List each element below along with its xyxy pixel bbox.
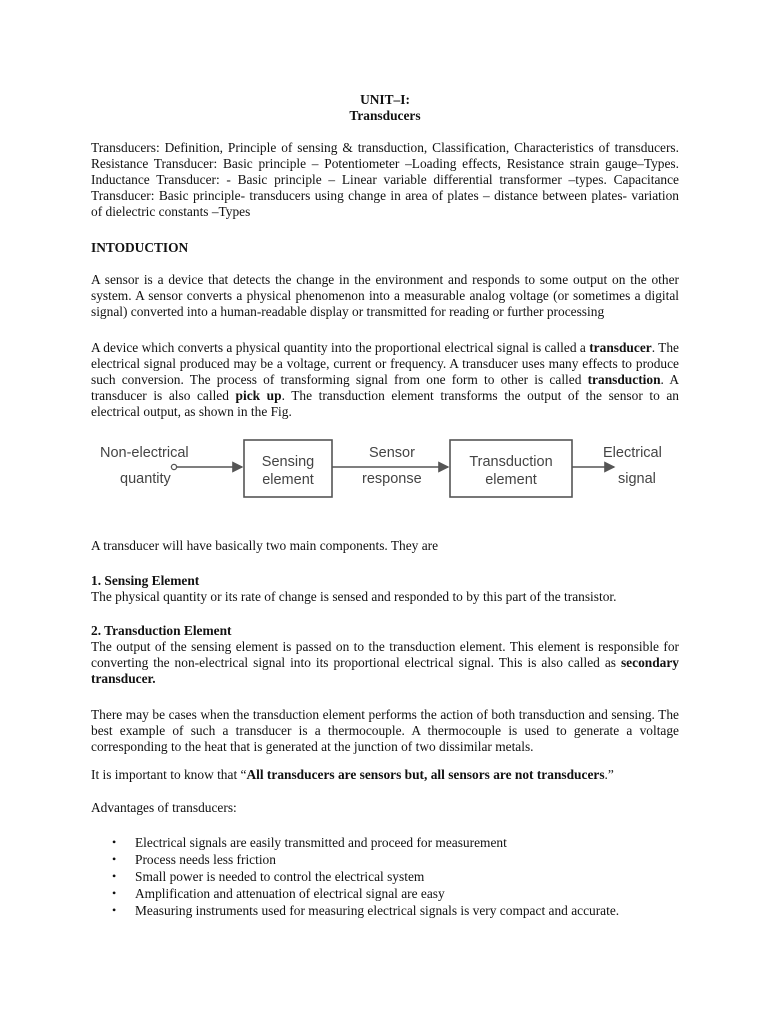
key-statement: All transducers are sensors but, all sensors are not transducers: [246, 767, 605, 782]
mid-label-line1: Sensor: [369, 445, 415, 461]
mid-label-line2: response: [362, 471, 422, 487]
list-item-text: Measuring instruments used for measuring electrical signals is very compact and accurate.: [135, 903, 620, 918]
unit-label: UNIT–I:: [360, 92, 410, 107]
input-terminal: [171, 464, 176, 469]
text-span: . The electrical signal produced may be a voltage, current or frequency. A transducer uses many effects to produce such conversion. The process of transforming signal from one form to other is called: [91, 340, 679, 387]
text-span: The output of the sensing element is passed on to the transduction element. This element is responsible for converting the non-electrical signal into its proportional electrical signal. This is also called as: [91, 639, 679, 670]
sensing-element-text: The physical quantity or its rate of change is sensed and responded to by this part of the transistor.: [91, 589, 617, 604]
page-title: Transducers: [349, 108, 421, 123]
advantages-list: [112, 834, 692, 919]
box1-line2: element: [262, 472, 314, 488]
bullet-icon: •: [112, 903, 117, 917]
transduction-element-label: [450, 453, 572, 489]
output-label-line1: Electrical: [603, 445, 662, 461]
transduction-element-heading: 2. Transduction Element: [91, 623, 232, 638]
list-item-text: Electrical signals are easily transmitted and proceed for measurement: [135, 835, 507, 850]
transducer-definition-paragraph: [91, 340, 679, 420]
thermocouple-paragraph: There may be cases when the transduction element performs the action of both transduction and sensing. The best example of such a transducer is a thermocouple. A thermocouple is used to generate a voltage corresponding to the heat that is generated at the junction of two dissimilar metals.: [91, 707, 679, 754]
transducer-block-diagram: [92, 430, 682, 520]
text-span: It is important to know that “: [91, 767, 247, 782]
box2-line2: element: [485, 472, 537, 488]
list-item-text: Small power is needed to control the electrical system: [135, 869, 425, 884]
sensing-element-heading: 1. Sensing Element: [91, 573, 200, 588]
list-item: [112, 851, 692, 868]
transduction-element-text: [91, 639, 679, 687]
text-span: . The transduction element transforms the output of the sensor to an electrical output, as shown in the Fig.: [91, 388, 679, 419]
list-item: [112, 902, 692, 919]
box1-line1: Sensing: [261, 454, 315, 470]
text-span: A device which converts a physical quantity into the proportional electrical signal is called a: [91, 340, 590, 355]
syllabus-paragraph: Transducers: Definition, Principle of sensing & transduction, Classification, Characteristics of transducers. Resistance Transducer: Basic principle – Potentiometer –Loading effects, Resistance strain gauge–Types. Inductance Transducer: - Basic principle – Linear variable differential transformer –types. Capacitance Transducer: Basic principle- transducers using change in area of plates – distance between plates- variation of dielectric constants –Types: [91, 140, 679, 219]
sensing-element-label: [244, 453, 332, 489]
input-label-line1: Non-electrical: [100, 445, 189, 461]
sensor-definition-paragraph: A sensor is a device that detects the change in the environment and responds to some output on the other system. A sensor converts a physical phenomenon into a measurable analog voltage (or sometimes a digital signal) converted into a human-readable display or transmitted for reading or further processing: [91, 272, 679, 319]
bullet-icon: •: [112, 869, 117, 883]
list-item: [112, 868, 692, 885]
list-item-text: Amplification and attenuation of electrical signal are easy: [135, 886, 445, 901]
term-secondary-transducer: secondary transducer.: [91, 655, 679, 686]
term-transduction: transduction: [587, 372, 661, 387]
bullet-icon: •: [112, 886, 117, 900]
unit-title: [91, 92, 679, 124]
term-transducer: transducer: [589, 340, 652, 355]
important-statement: [91, 767, 679, 783]
introduction-heading: INTODUCTION: [91, 240, 189, 255]
text-span: . A transducer is also called: [91, 372, 679, 403]
list-item: [112, 885, 692, 902]
list-item-text: Process needs less friction: [135, 852, 276, 867]
text-span: .”: [604, 767, 614, 782]
bullet-icon: •: [112, 852, 117, 866]
term-pick-up: pick up: [235, 388, 282, 403]
list-item: [112, 834, 692, 851]
box2-line1: Transduction: [469, 454, 553, 470]
output-label-line2: signal: [618, 471, 656, 487]
input-label-line2: quantity: [120, 471, 171, 487]
components-intro: A transducer will have basically two main components. They are: [91, 538, 439, 553]
advantages-heading: Advantages of transducers:: [91, 800, 237, 815]
bullet-icon: •: [112, 835, 117, 849]
